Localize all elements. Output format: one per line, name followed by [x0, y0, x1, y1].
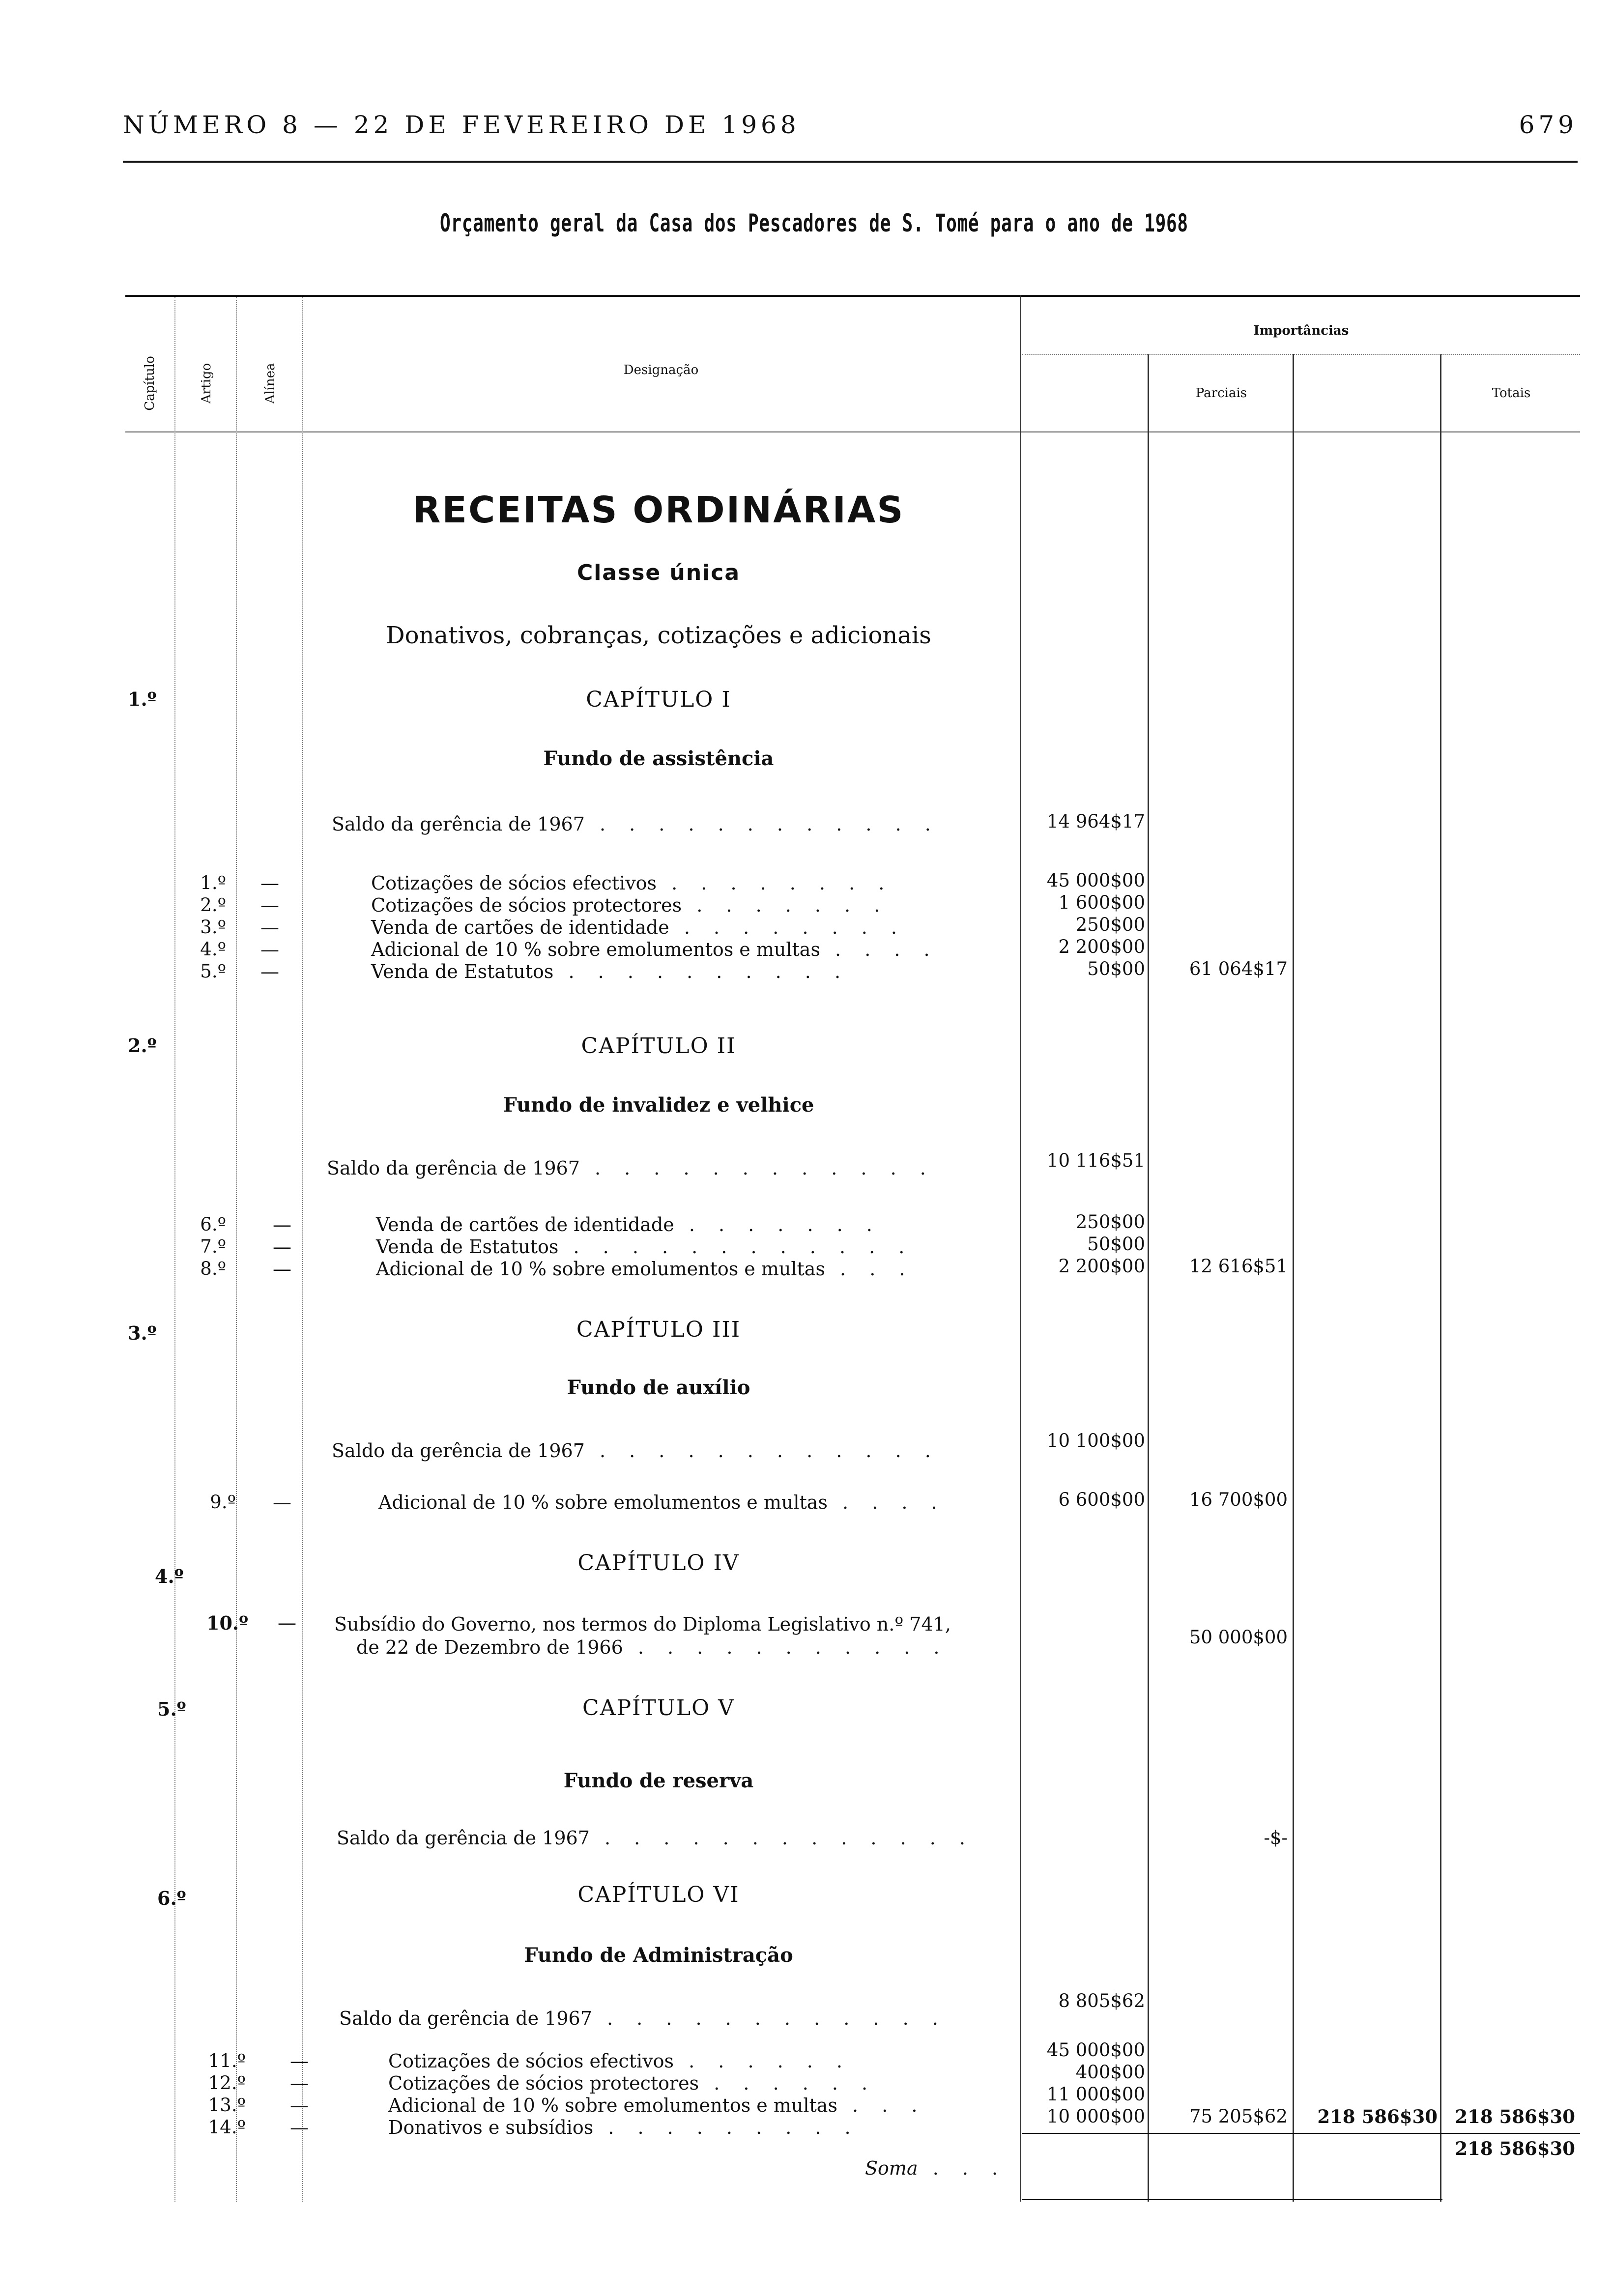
article-text: Venda de Estatutos [376, 1236, 559, 1258]
alinea-mark: — [260, 961, 279, 982]
importancias-rule [1022, 354, 1580, 355]
article-text: Venda de Estatutos [371, 961, 554, 982]
chapter-title: CAPÍTULO VI [577, 1882, 740, 1907]
header-alinea-cell [238, 354, 302, 413]
saldo-line: Saldo da gerência de 1967 . . . . . . . . . . . . [339, 2008, 947, 2029]
article-value: 45 000$00 [1046, 870, 1145, 891]
artigo-number: 6.º [200, 1214, 226, 1235]
saldo-text: Saldo da gerência de 1967 [327, 1157, 580, 1179]
grand-partial: 218 586$30 [1317, 2106, 1438, 2127]
soma-value: 218 586$30 [1455, 2138, 1575, 2159]
chapter-subtotal: 75 205$62 [1189, 2106, 1288, 2127]
article-line: Cotizações de sócios efectivos . . . . . . . . [371, 872, 893, 894]
header-parciais: Parciais [1195, 386, 1247, 401]
article-text: Venda de cartões de identidade [376, 1214, 674, 1235]
alinea-mark: — [273, 1214, 291, 1235]
article-text: Adicional de 10 % sobre emolumentos e multas [378, 1492, 828, 1513]
fund-title: Fundo de assistência [543, 747, 774, 770]
article-line: Donativos e subsídios . . . . . . . . . [388, 2117, 860, 2138]
page-number: 679 [1519, 111, 1578, 139]
chapter-title: CAPÍTULO I [586, 687, 731, 712]
chapter-subtotal: -$- [1264, 1827, 1288, 1848]
table-top-rule [125, 295, 1580, 297]
col-divider-capitulo [174, 297, 175, 2202]
alinea-mark: — [290, 2095, 309, 2116]
alinea-mark: — [290, 2050, 309, 2072]
article-line: Adicional de 10 % sobre emolumentos e multas . . . . [371, 939, 939, 960]
header-rule [123, 161, 1578, 163]
soma-rule [1022, 2133, 1580, 2134]
article-line: Adicional de 10 % sobre emolumentos e multas . . . [376, 1258, 914, 1280]
article-text: Venda de cartões de identidade [371, 917, 669, 938]
artigo-number: 4.º [200, 939, 226, 960]
classe-label: Classe única [576, 560, 741, 585]
article-text: Adicional de 10 % sobre emolumentos e multas [376, 1258, 825, 1280]
article-value: 50$00 [1087, 958, 1145, 979]
artigo-number: 12.º [208, 2072, 246, 2094]
chapter-title: CAPÍTULO III [576, 1317, 741, 1342]
article-text: Cotizações de sócios protectores [371, 894, 682, 916]
saldo-value: 8 805$62 [1058, 1990, 1145, 2011]
article-value: 45 000$00 [1046, 2039, 1145, 2061]
header-totais: Totais [1492, 386, 1531, 401]
chapter-subtotal: 61 064$17 [1189, 958, 1288, 979]
header-artigo-cell [177, 354, 236, 413]
table-header-rule [125, 431, 1580, 432]
saldo-text: Saldo da gerência de 1967 [332, 1440, 585, 1462]
article-value: 2 200$00 [1058, 1256, 1145, 1277]
chapter-number: 6.º [157, 1887, 186, 1909]
article-value: 10 000$00 [1046, 2106, 1145, 2127]
chapter-number: 3.º [128, 1322, 157, 1344]
artigo-number: 5.º [200, 961, 226, 982]
article-value: 50$00 [1087, 1234, 1145, 1255]
artigo-number: 1.º [200, 872, 226, 893]
article-value: 1 600$00 [1058, 892, 1145, 913]
col-divider-parciais-right [1293, 354, 1294, 2202]
artigo-number: 14.º [208, 2117, 246, 2138]
alinea-mark: — [260, 939, 279, 960]
article-line: Cotizações de sócios protectores . . . . . . . [371, 894, 889, 916]
header-alinea: Alínea [263, 363, 278, 404]
article-line: Venda de cartões de identidade . . . . . . . . [371, 917, 906, 938]
article-text: Cotizações de sócios protectores [388, 2072, 699, 2094]
article-line: Venda de Estatutos . . . . . . . . . . . . [376, 1236, 914, 1258]
fund-title: Fundo de auxílio [567, 1376, 750, 1399]
article-line: Venda de cartões de identidade . . . . . . . [376, 1214, 881, 1235]
saldo-value: 10 116$51 [1046, 1150, 1145, 1171]
article-line: Cotizações de sócios protectores . . . . . . [388, 2072, 877, 2094]
article-text-cont: de 22 de Dezembro de 1966 [356, 1636, 623, 1658]
article-line-cont: de 22 de Dezembro de 1966 . . . . . . . . . . . [356, 1636, 949, 1658]
soma-line: Soma . . . [865, 2157, 1007, 2179]
chapter-number: 4.º [155, 1565, 184, 1587]
artigo-number: 7.º [200, 1236, 226, 1257]
table-bottom-rule [1022, 2199, 1442, 2200]
article-line: Adicional de 10 % sobre emolumentos e multas . . . . [378, 1492, 946, 1513]
header-designacao: Designação [623, 363, 699, 377]
alinea-mark: — [273, 1492, 291, 1513]
article-value: 250$00 [1075, 1211, 1145, 1233]
article-value: 11 000$00 [1046, 2084, 1145, 2105]
article-value: 2 200$00 [1058, 936, 1145, 957]
col-divider-designacao [1020, 295, 1021, 2202]
saldo-text: Saldo da gerência de 1967 [337, 1827, 590, 1849]
saldo-text: Saldo da gerência de 1967 [332, 813, 585, 835]
article-value: 6 600$00 [1058, 1489, 1145, 1510]
col-divider-artigo [236, 297, 237, 2202]
article-value: 250$00 [1075, 914, 1145, 935]
article-line: Venda de Estatutos . . . . . . . . . . [371, 961, 850, 982]
header-capitulo: Capítulo [143, 356, 157, 411]
article-text: Adicional de 10 % sobre emolumentos e multas [371, 939, 820, 960]
header-artigo: Artigo [199, 363, 214, 404]
alinea-mark: — [278, 1612, 296, 1634]
issue-header: NÚMERO 8 — 22 DE FEVEREIRO DE 1968 [123, 111, 800, 139]
fund-title: Fundo de invalidez e velhice [503, 1093, 814, 1117]
saldo-value: 14 964$17 [1046, 811, 1145, 832]
header-importancias: Importâncias [1253, 323, 1349, 338]
artigo-number: 8.º [200, 1258, 226, 1279]
chapter-number: 1.º [128, 688, 157, 710]
col-divider-alinea [302, 297, 303, 2202]
saldo-value: 10 100$00 [1046, 1430, 1145, 1451]
artigo-number: 11.º [208, 2050, 246, 2071]
chapter-subtotal: 12 616$51 [1189, 1256, 1288, 1277]
saldo-line: Saldo da gerência de 1967 . . . . . . . . . . . . [332, 813, 940, 835]
alinea-mark: — [260, 917, 279, 938]
main-heading: RECEITAS ORDINÁRIAS [412, 489, 905, 531]
saldo-line: Saldo da gerência de 1967 . . . . . . . . . . . . . [337, 1827, 974, 1849]
article-value: 400$00 [1075, 2062, 1145, 2083]
chapter-title: CAPÍTULO IV [577, 1550, 740, 1576]
chapter-title: CAPÍTULO II [581, 1033, 736, 1059]
article-text: Cotizações de sócios efectivos [371, 872, 657, 894]
fund-title: Fundo de Administração [524, 1944, 793, 1967]
chapter-number: 2.º [128, 1034, 157, 1057]
fund-title: Fundo de reserva [563, 1769, 754, 1792]
article-line: Cotizações de sócios efectivos . . . . . . [388, 2050, 851, 2072]
section-title: Donativos, cobranças, cotizações e adicionais [386, 622, 931, 649]
article-text: Donativos e subsídios [388, 2117, 594, 2138]
grand-total: 218 586$30 [1455, 2106, 1575, 2127]
article-text: Adicional de 10 % sobre emolumentos e multas [388, 2095, 837, 2116]
col-divider-parciais-left [1148, 354, 1149, 2202]
saldo-line: Saldo da gerência de 1967 . . . . . . . . . . . . [332, 1440, 940, 1462]
artigo-number: 3.º [200, 917, 226, 938]
chapter-title: CAPÍTULO V [582, 1695, 735, 1721]
chapter-number: 5.º [157, 1698, 186, 1720]
alinea-mark: — [260, 872, 279, 894]
alinea-mark: — [260, 894, 279, 916]
alinea-mark: — [273, 1236, 291, 1258]
chapter-subtotal: 50 000$00 [1189, 1627, 1288, 1648]
alinea-mark: — [290, 2072, 309, 2094]
saldo-line: Saldo da gerência de 1967 . . . . . . . . . . . . [327, 1157, 935, 1179]
artigo-number: 2.º [200, 894, 226, 916]
artigo-number: 10.º [206, 1612, 249, 1634]
article-line: Adicional de 10 % sobre emolumentos e multas . . . [388, 2095, 926, 2116]
alinea-mark: — [290, 2117, 309, 2138]
saldo-text: Saldo da gerência de 1967 [339, 2008, 592, 2029]
col-divider-totais [1440, 354, 1441, 2202]
soma-label: Soma [865, 2157, 918, 2179]
article-line: Subsídio do Governo, nos termos do Diploma Legislativo n.º 741, [334, 1613, 951, 1635]
artigo-number: 9.º [210, 1492, 236, 1513]
document-title: Orçamento geral da Casa dos Pescadores de S. Tomé para o ano de 1968 [440, 209, 1188, 237]
alinea-mark: — [273, 1258, 291, 1280]
header-capitulo-cell [123, 354, 177, 413]
article-text: Cotizações de sócios efectivos [388, 2050, 674, 2072]
chapter-subtotal: 16 700$00 [1189, 1489, 1288, 1510]
artigo-number: 13.º [208, 2095, 246, 2116]
